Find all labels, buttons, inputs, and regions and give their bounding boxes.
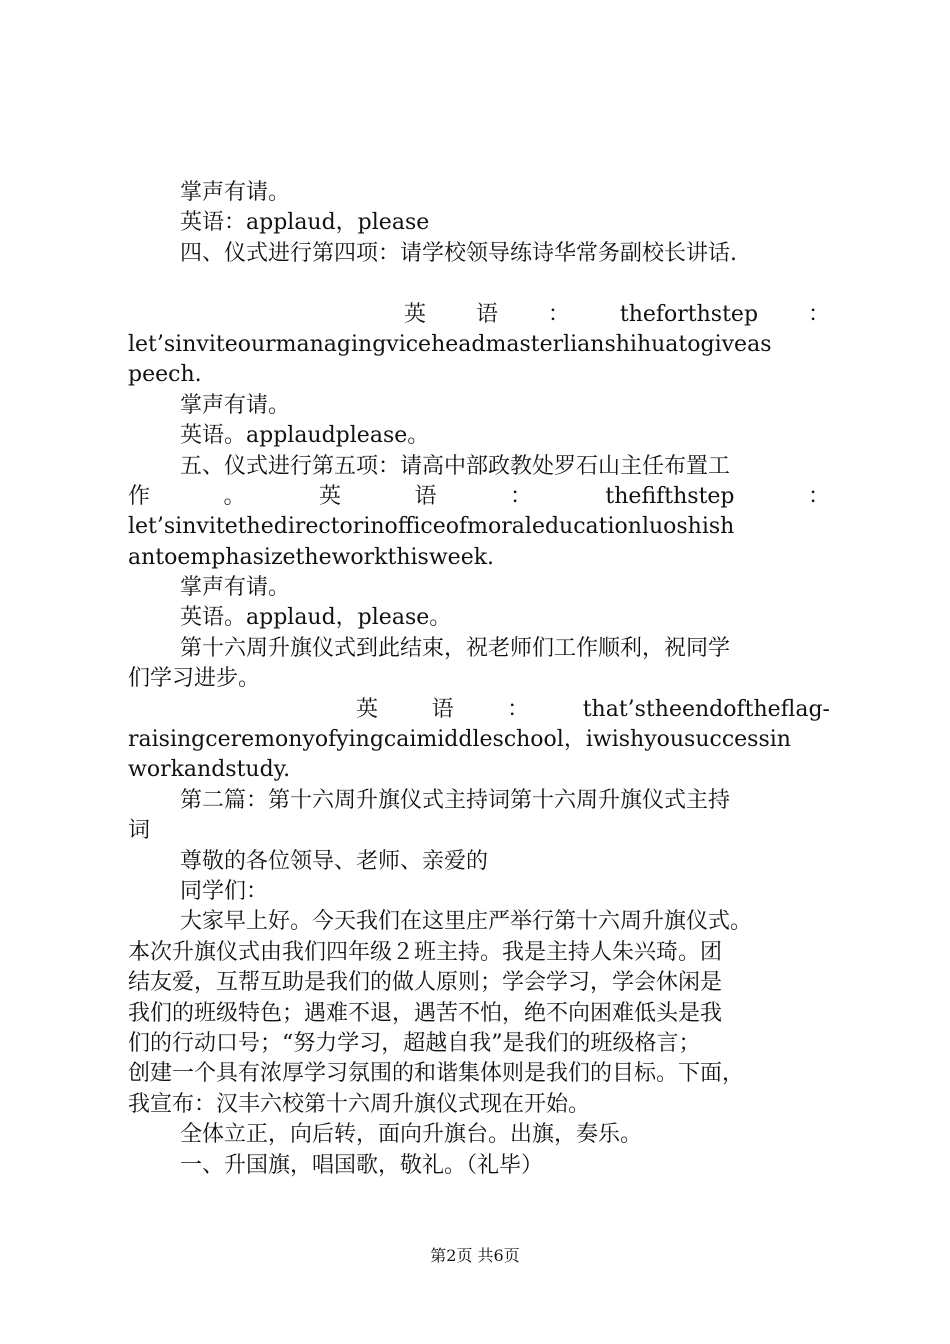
text-line: 我宣布：汉丰六校第十六周升旗仪式现在开始。 [128, 1091, 591, 1117]
text-fragment: ： [509, 483, 532, 509]
text-fragment: 语 [414, 483, 437, 509]
text-fragment: 。 [223, 483, 246, 509]
text-line: peech. [128, 362, 202, 388]
text-line: 英语。applaud，please。 [180, 605, 452, 631]
text-line: 五、仪式进行第五项：请高中部政教处罗石山主任布置工 [180, 453, 731, 479]
text-fragment: 语 [431, 696, 454, 722]
blank-line [128, 269, 830, 299]
text-fragment: thefifthstep [605, 483, 735, 509]
text-line: 英语。applaudplease。 [180, 423, 430, 449]
document-body [128, 178, 830, 1181]
text-line: 一、升国旗，唱国歌，敬礼。（礼毕） [180, 1152, 544, 1178]
page-number-footer: 第2页 共6页 [430, 1246, 520, 1265]
text-line: 第十六周升旗仪式到此结束，祝老师们工作顺利，祝同学 [180, 635, 731, 661]
text-line-justified [128, 482, 830, 512]
text-line: 全体立正，向后转，面向升旗台。出旗，奏乐。 [180, 1122, 643, 1148]
text-line: 创建一个具有浓厚学习氛围的和谐集体则是我们的目标。下面， [128, 1061, 745, 1087]
text-fragment: 作 [128, 483, 151, 509]
text-fragment: 英 [356, 696, 379, 722]
text-line: 尊敬的各位领导、老师、亲爱的 [180, 848, 489, 874]
text-fragment: ： [547, 301, 570, 327]
text-line: antoemphasizetheworkthisweek. [128, 544, 495, 570]
text-fragment: 语 [475, 301, 498, 327]
text-line: let’sinvitethedirectorinofficeofmoraleducationluoshish [128, 514, 735, 540]
text-line: 英语：applaud，please [180, 210, 430, 236]
text-fragment: ： [807, 483, 830, 509]
text-line: 大家早上好。今天我们在这里庄严举行第十六周升旗仪式。 [180, 909, 753, 935]
text-line: 掌声有请。 [180, 392, 291, 418]
text-line: 掌声有请。 [180, 180, 291, 205]
text-fragment: 英 [318, 483, 341, 509]
text-line: 结友爱，互帮互助是我们的做人原则；学会学习，学会休闲是 [128, 970, 723, 996]
text-line: 第二篇：第十六周升旗仪式主持词第十六周升旗仪式主持 [180, 787, 731, 813]
text-line: 们的行动口号；“努力学习，超越自我”是我们的班级格言； [128, 1030, 701, 1056]
text-line: workandstudy. [128, 757, 291, 783]
text-fragment: that’stheendoftheflag- [582, 696, 830, 722]
text-line: 我们的班级特色；遇难不退，遇苦不怕，绝不向困难低头是我 [128, 1000, 723, 1026]
text-line: 本次升旗仪式由我们四年级２班主持。我是主持人朱兴琦。团 [128, 939, 723, 965]
text-line: 词 [128, 818, 151, 844]
text-line: 们学习进步。 [128, 666, 261, 692]
text-line: 掌声有请。 [180, 575, 291, 601]
text-line: raisingceremonyofyingcaimiddleschool，iwishyousuccessin [128, 727, 791, 753]
text-fragment: ： [507, 696, 530, 722]
text-fragment: theforthstep [619, 301, 759, 327]
text-line-justified [128, 695, 830, 725]
text-fragment: ： [807, 301, 830, 327]
text-line-justified [128, 300, 830, 330]
text-line: 同学们： [180, 878, 269, 904]
text-fragment: 英 [404, 301, 427, 327]
text-line: 四、仪式进行第四项：请学校领导练诗华常务副校长讲话. [180, 240, 737, 266]
text-line: let’sinviteourmanagingviceheadmasterlianshihuatogiveas [128, 331, 772, 357]
